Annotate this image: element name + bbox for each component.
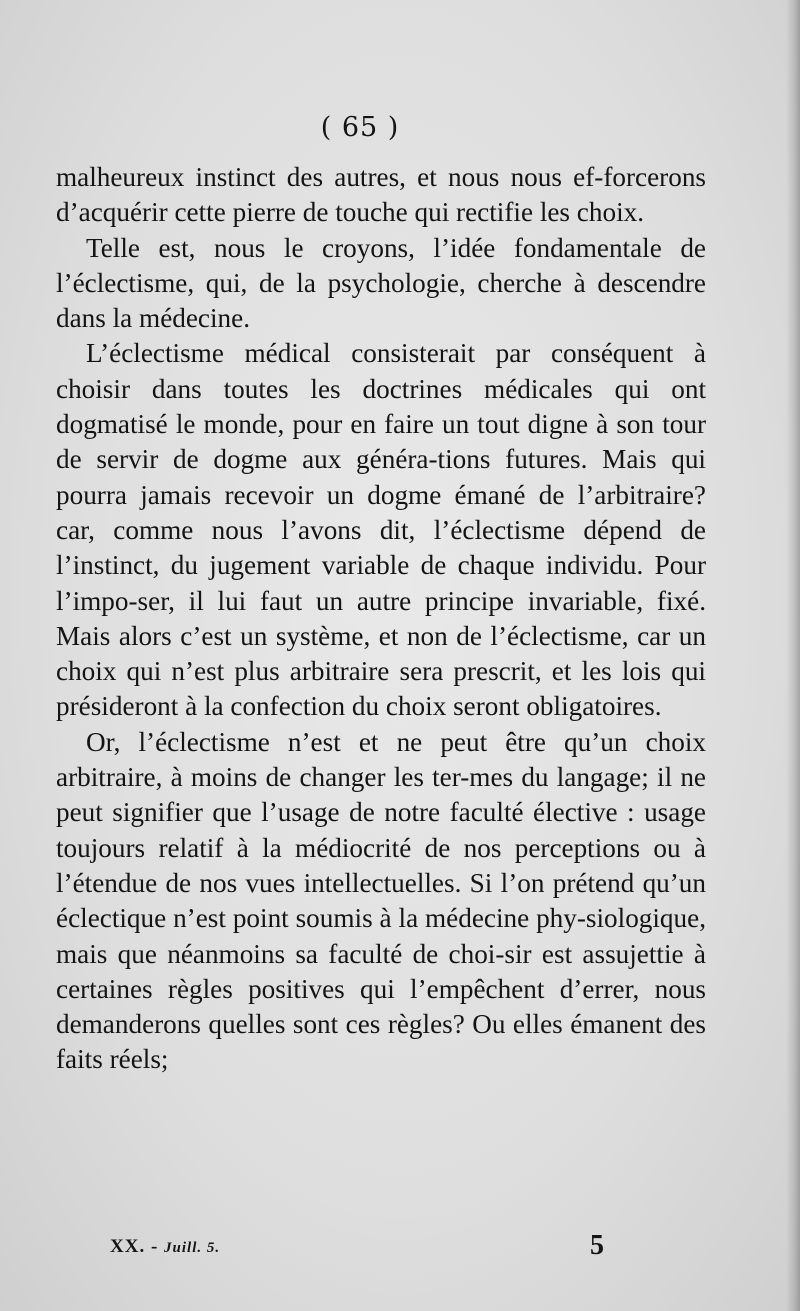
page-footer bbox=[0, 1230, 800, 1266]
body-text bbox=[56, 160, 706, 1078]
signature-main: XX. - bbox=[110, 1236, 159, 1257]
paragraph-2: Telle est, nous le croyons, l’idée fondamentale de l’éclectisme, qui, de la psychologie, cherche à descendre dans la médecine. bbox=[56, 232, 706, 334]
paragraph-3: L’éclectisme médical consisterait par conséquent à choisir dans toutes les doctrines médicales qui ont dogmatisé le monde, pour en faire un tout digne à son tour de servir de dogme aux généra-tions futures. Mais qui pourra jamais recevoir un dogme émané de l’arbitraire? car, comme nous l’avons dit, l’éclectisme dépend de l’instinct, du jugement variable de chaque individu. Pour l’impo-ser, il lui faut un autre principe invariable, fixé. Mais alors c’est un système, et non de l’éclectisme, car un choix qui n’est plus arbitraire sera prescrit, et les lois qui présideront à la confection du choix seront obligatoires. bbox=[56, 338, 706, 722]
signature-number: 5 bbox=[590, 1230, 604, 1261]
paragraph-4: Or, l’éclectisme n’est et ne peut être qu’un choix arbitraire, à moins de changer les ter-mes du langage; il ne peut signifier que l’usage de notre faculté élective : usage toujours relatif à la médiocrité de nos perceptions ou à l’étendue de nos vues intellectuelles. Si l’on prétend qu’un éclectique n’est point soumis à la médecine phy-siologique, mais que néanmoins sa faculté de choi-sir est assujettie à certaines règles positives qui l’empêchent d’errer, nous demanderons quelles sont ces règles? Ou elles émanent des faits réels; bbox=[56, 726, 706, 1075]
signature-mark bbox=[110, 1236, 220, 1258]
page-number: ( 65 ) bbox=[320, 112, 400, 143]
paragraph-1: malheureux instinct des autres, et nous nous ef-forcerons d’acquérir cette pierre de touche qui rectifie les choix. bbox=[56, 162, 706, 228]
page-edge-shadow bbox=[786, 0, 800, 1311]
signature-date: Juill. 5. bbox=[164, 1240, 221, 1256]
